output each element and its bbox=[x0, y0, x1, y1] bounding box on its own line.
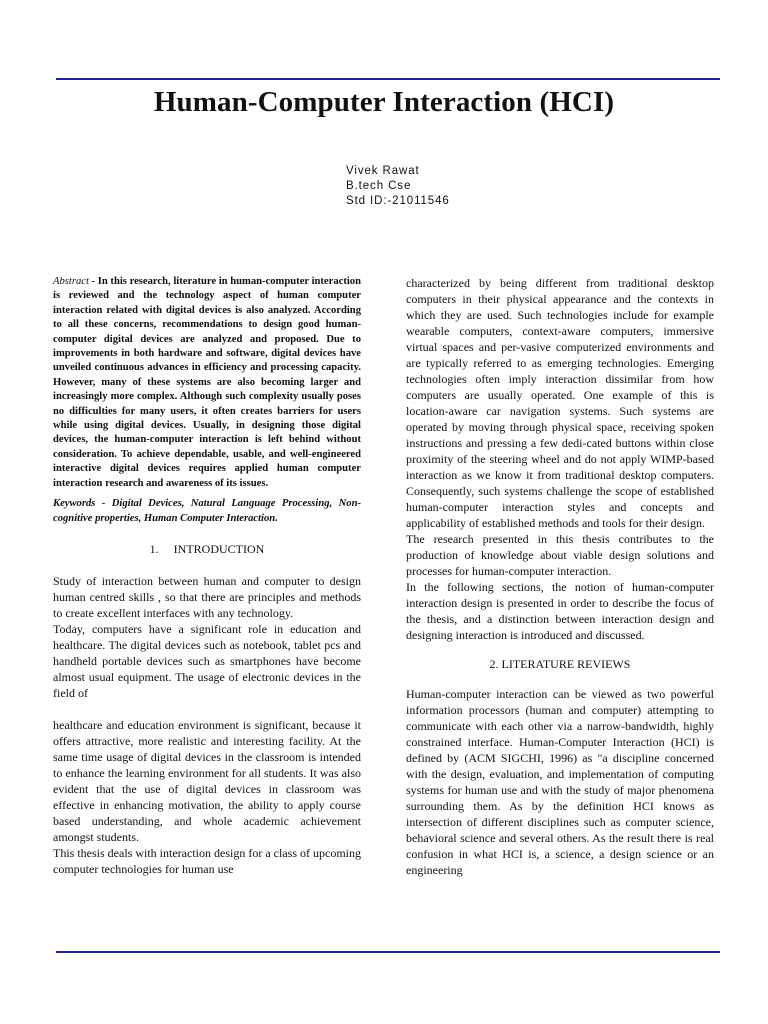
section-heading-introduction: 1. INTRODUCTION bbox=[149, 541, 265, 556]
abstract bbox=[53, 275, 361, 491]
keywords: Keywords - Digital Devices, Natural Language Processing, Non-cognitive properties, Human Computer Interaction. bbox=[53, 498, 361, 524]
author-student-id: Std ID:-21011546 bbox=[346, 195, 450, 207]
paper-title: Human-Computer Interaction (HCI) bbox=[153, 86, 615, 118]
header-rule bbox=[56, 78, 720, 80]
author-name: Vivek Rawat bbox=[346, 165, 420, 177]
author-degree: B.tech Cse bbox=[346, 180, 412, 192]
intro-paragraph-5: characterized by being different from traditional desktop computers in their physical appearance and the contexts in which they are used. Such technologies include for example wearable computers, context-aware computers, immersive virtual spaces and per-vasive computerized environments and are typically referred to as emerging technologies. Emerging technologies often imply interaction dissimilar from how computers are usually operated. One example of this is location-aware car navigation systems. Such systems are operated by moving through physical space, receiving spoken instructions and pressing a few dedi-cated buttons within close proximity of the steering wheel and do not apply WIMP-based interaction as we know it from traditional desktop computers. Consequently, such systems challenge the scope of established human-computer interaction styles and concepts and applicability of established methods and tools for their design. bbox=[406, 276, 714, 530]
intro-paragraph-1: Study of interaction between human and computer to design human centred skills , so that there are principles and methods to create excellent interfaces with any technology. bbox=[53, 573, 361, 620]
right-column bbox=[406, 275, 714, 878]
intro-paragraph-2: Today, computers have a significant role in education and healthcare. The digital devices such as notebook, tablet pcs and handheld portable devices such as smartphones have become almost usual equipment. The usage of electronic devices in the field of bbox=[53, 621, 361, 700]
intro-paragraph-7: In the following sections, the notion of human-computer interaction design is presented in order to describe the focus of the thesis, and a distinction between interaction design and designing interaction is introduced and discussed. bbox=[406, 580, 714, 642]
footer-rule bbox=[56, 951, 720, 953]
intro-paragraph-4: This thesis deals with interaction design for a class of upcoming computer technologies for human use bbox=[53, 845, 361, 876]
literature-paragraph-1: Human-computer interaction can be viewed as two powerful information processors (human and computer) attempting to communicate with each other via a narrow-bandwidth, highly constrained interface. Human-Computer Interaction (HCI) is defined by (ACM SIGCHI, 1996) as "a discipline concerned with the design, evaluation, and implementation of computing systems for human use and with the study of major phenomena surrounding them. As by the definition HCI knows as intersection of different disciplines such as computer science, behavioral science and several others. As the result there is real confusion in what HCI is, a science, a design science or an engineering bbox=[406, 687, 714, 877]
left-column bbox=[53, 275, 361, 877]
intro-paragraph-3: healthcare and education environment is significant, because it offers attractive, more realistic and interesting facility. At the same time usage of digital devices in the classroom is intended to enhance the learning environment for all students. It was also evident that the use of digital devices in classroom was effective in enhancing motivation, the ability to apply course based understanding, and whole academic achievement amongst students. bbox=[53, 717, 361, 844]
abstract-text: - In this research, literature in human-computer interaction is reviewed and the technology aspect of human computer interaction related with digital devices is also analyzed. According to all these concerns, recommendations to design good human-computer digital devices are analyzed and proposed. Due to improvements in both hardware and software, digital devices have unveiled continuous advances in efficiency and processing capacity. However, many of these systems are also becoming larger and increasingly more complex. Although such complexity usually poses no difficulties for many users, it often creates barriers for users while using digital devices. Usually, in designing those digital devices, the human-computer interaction is left behind without consideration. To achieve dependable, usable, and well-engineered interactive digital devices requires applied human computer interaction research and awareness of its issues. bbox=[53, 276, 361, 489]
abstract-label: Abstract bbox=[53, 276, 89, 287]
intro-paragraph-6: The research presented in this thesis contributes to the production of knowledge about viable design solutions and processes for human-computer interaction. bbox=[406, 532, 714, 578]
author-block bbox=[346, 164, 450, 209]
section-heading-literature: 2. LITERATURE REVIEWS bbox=[489, 657, 631, 671]
